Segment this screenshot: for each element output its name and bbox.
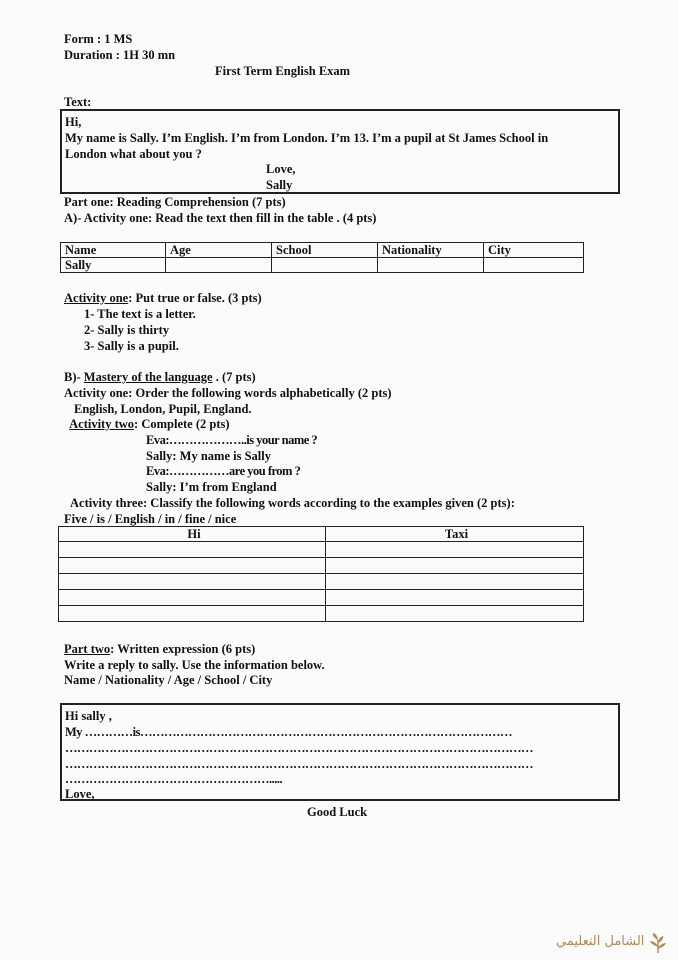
table-cell xyxy=(378,258,484,273)
reply-greeting: Hi sally , xyxy=(65,709,112,723)
table-row xyxy=(59,606,584,622)
list-item: 2- Sally is thirty xyxy=(84,323,170,337)
letter-signature: Sally xyxy=(266,178,293,192)
text-box xyxy=(60,109,620,194)
part-two-fields: Name / Nationality / Age / School / City xyxy=(64,673,273,687)
activity-tf-label: Activity one xyxy=(64,291,129,305)
table-row xyxy=(59,574,584,590)
reply-line: ……………………………………………………………………………………………………… xyxy=(65,757,533,771)
reply-line: My …………is………………………………………………………………………………… xyxy=(65,725,513,739)
activity-classify-instruction: Activity three: Classify the following words according to the examples given (2 pts): xyxy=(70,496,515,510)
form-label: Form : 1 MS xyxy=(64,32,133,46)
activity-complete-heading xyxy=(66,416,230,432)
table-row xyxy=(59,590,584,606)
dialogue-line: Eva:………………..is your name ? xyxy=(146,433,318,447)
duration-label: Duration : 1H 30 mn xyxy=(64,48,176,62)
table-cell xyxy=(272,258,378,273)
exam-title: First Term English Exam xyxy=(215,64,351,78)
reply-line: ……………………………………………..... xyxy=(65,772,283,786)
list-item: 3- Sally is a pupil. xyxy=(84,339,179,353)
table-cell xyxy=(59,542,326,558)
table-cell xyxy=(326,606,584,622)
table-cell xyxy=(326,574,584,590)
good-luck: Good Luck xyxy=(307,805,368,819)
part-one-title: Part one: Reading Comprehension (7 pts) xyxy=(64,195,286,209)
order-words: English, London, Pupil, England. xyxy=(74,402,252,416)
part-two-heading xyxy=(64,641,255,657)
activity-order-instruction: Activity one: Order the following words alphabetically (2 pts) xyxy=(64,386,392,400)
part-b-rest: . (7 pts) xyxy=(212,370,256,384)
table-row xyxy=(59,542,584,558)
watermark-text: الشامل التعليمي xyxy=(556,934,645,949)
part-two-instruction: Write a reply to sally. Use the information below. xyxy=(64,658,325,672)
table-header-cell: Nationality xyxy=(378,243,484,258)
list-item: 1- The text is a letter. xyxy=(84,307,196,321)
classify-table xyxy=(58,526,584,622)
table-header-cell: Taxi xyxy=(326,527,584,542)
reply-closing: Love, xyxy=(65,787,95,801)
part-b-label: Mastery of the language xyxy=(83,370,213,384)
table-cell xyxy=(59,574,326,590)
letter-body-line1: My name is Sally. I’m English. I’m from London. I’m 13. I’m a pupil at St James School in xyxy=(65,131,549,145)
reply-line: ……………………………………………………………………………………………………… xyxy=(65,741,533,755)
table-cell: Sally xyxy=(61,258,166,273)
watermark-logo xyxy=(556,932,668,954)
table-cell xyxy=(326,590,584,606)
letter-closing: Love, xyxy=(266,162,296,176)
activity-tf-heading xyxy=(64,290,262,306)
part-two-rest: : Written expression (6 pts) xyxy=(110,642,256,656)
activity-complete-rest: : Complete (2 pts) xyxy=(134,417,230,431)
table-row xyxy=(59,527,584,542)
table-cell xyxy=(59,590,326,606)
table-cell xyxy=(326,558,584,574)
table-cell xyxy=(166,258,272,273)
text-label: Text: xyxy=(64,95,92,109)
table-cell xyxy=(59,558,326,574)
activity-tf-rest: : Put true or false. (3 pts) xyxy=(128,291,262,305)
dialogue-line: Sally: I’m from England xyxy=(146,480,277,494)
reply-box xyxy=(60,703,620,801)
table-cell xyxy=(326,542,584,558)
table-cell xyxy=(59,606,326,622)
table-row xyxy=(59,558,584,574)
part-b-heading xyxy=(64,369,256,385)
part-b-prefix: B)- xyxy=(64,370,84,384)
activity-complete-label: Activity two xyxy=(69,417,135,431)
table-row xyxy=(61,243,584,258)
table-header-cell: School xyxy=(272,243,378,258)
letter-body-line2: London what about you ? xyxy=(65,147,202,161)
activity-a-instruction: A)- Activity one: Read the text then fill in the table . (4 pts) xyxy=(64,211,377,225)
leaf-icon xyxy=(648,932,668,954)
dialogue-line: Eva:……………are you from ? xyxy=(146,464,301,478)
table-row xyxy=(61,258,584,273)
table-header-cell: Hi xyxy=(59,527,326,542)
table-header-cell: Age xyxy=(166,243,272,258)
classify-words: Five / is / English / in / fine / nice xyxy=(64,512,237,526)
part-two-label: Part two xyxy=(64,642,111,656)
table-cell xyxy=(484,258,584,273)
table-header-cell: City xyxy=(484,243,584,258)
letter-greeting: Hi, xyxy=(65,115,82,129)
table-header-cell: Name xyxy=(61,243,166,258)
info-table xyxy=(60,242,584,273)
dialogue-line: Sally: My name is Sally xyxy=(146,449,272,463)
